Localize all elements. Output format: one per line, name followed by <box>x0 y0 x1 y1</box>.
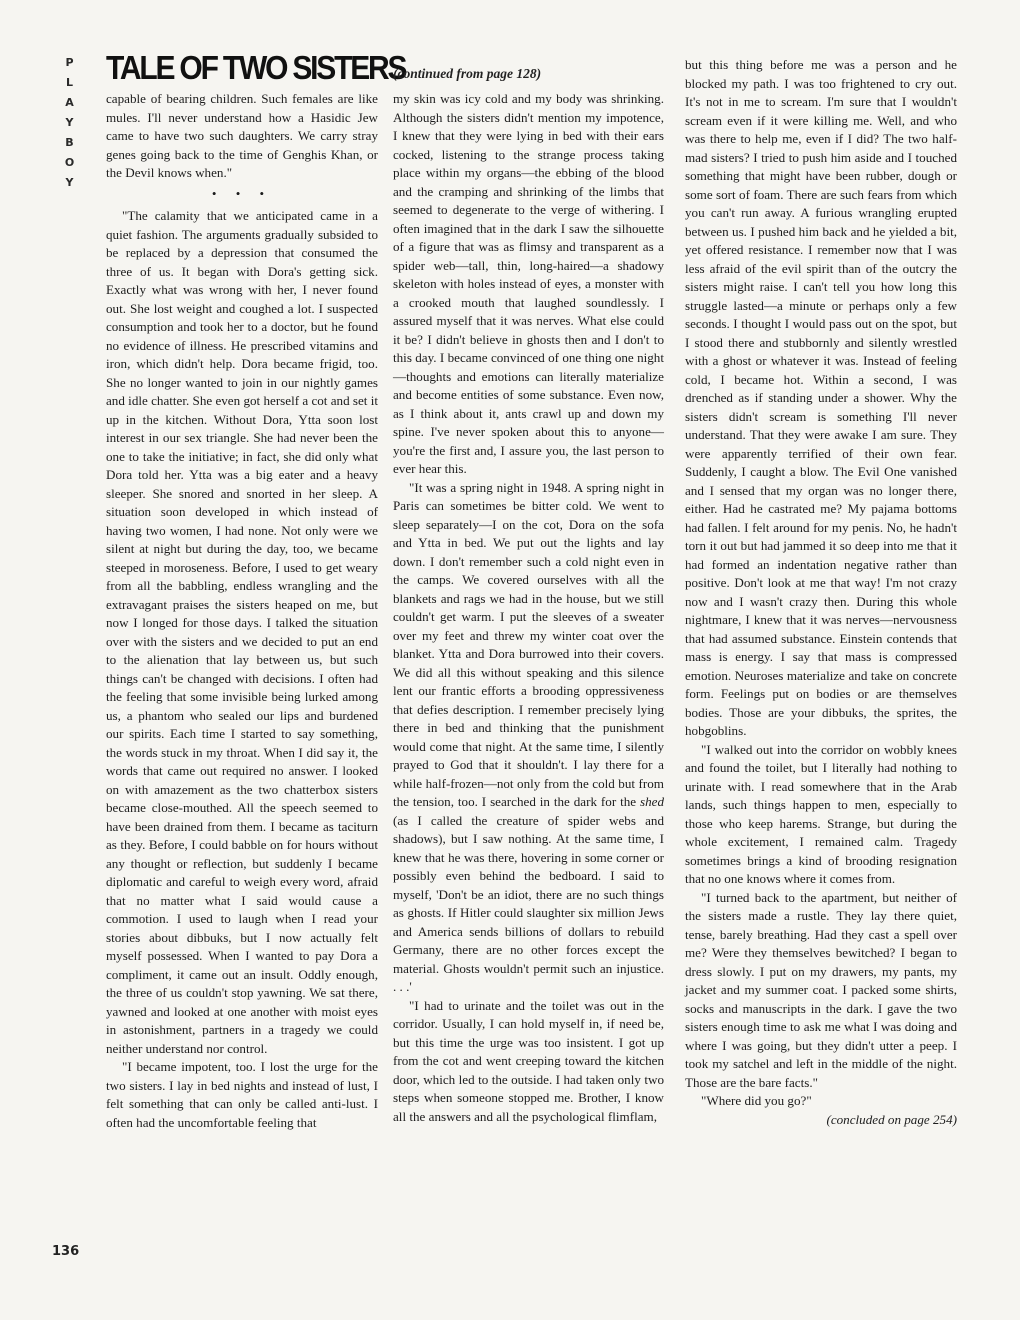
emphasized-word: shed <box>639 794 664 809</box>
paragraph: "I became impotent, too. I lost the urge for the two sisters. I lay in bed nights and instead of lust, I felt something that can only be called anti-lust. I often had the uncomfortable feeling that <box>106 1059 378 1130</box>
paragraph: "Where did you go?" <box>701 1093 812 1108</box>
paragraph: "I had to urinate and the toilet was out in the corridor. Usually, I can hold myself in, if need be, but this time the urge was too insistent. I got up from the cot and went creeping toward the kitchen door, which led to the outside. I had taken only two steps when someone stopped me. Brother, I know all the answers and all the psychological flimflam, <box>393 997 664 1124</box>
paragraph <box>393 479 664 997</box>
paragraph-text: "It was a spring night in 1948. A spring night in Paris can sometimes be bitter cold. We went to sleep separately—I on the cot, Dora on the sofa and Ytta in bed. We put out the lights and lay down. I don't remember such a cold night even in the camps. We covered ourselves with all the blankets and rags we had in the house, but we still couldn't get warm. I put the sleeves of a sweater over my feet and threw my winter coat over the blanket. Ytta and Dora burrowed into their covers. We did all this without speaking and this silence lent our frantic efforts a brooding oppressiveness that defies description. I remember precisely lying there in bed and thinking that the punishment would come that night. At the same time, I silently prayed to God that it shouldn't. I lay there for a while half-frozen—not only from the cold but from the tension, too. I searched in the dark for the <box>393 479 664 809</box>
paragraph: but this thing before me was a person and he blocked my path. I was too frightened to cry out. It's not in me to scream. I'm sure that I wouldn't scream even if it were killing me. Well, and who was there to help me, even if I did? The two half-mad sisters? I tried to push him aside and I touched something that might have been rubber, dough or some sort of foam. There are such fears from which you can't run away. A furious wrangling erupted between us. I pushed him back and he yielded a bit, yet offered resistance. I remember now that I was less afraid of the evil spirit than of the outcry the sisters might raise. I can't tell you how long this struggle lasted—a minute or perhaps only a few seconds. I thought I would pass out on the spot, but I stood there and stubbornly and silently wrestled with a ghost or whatever it was. Instead of feeling cold, I became hot. Within a second, I was drenched as if standing under a shower. Why the sisters didn't scream is something I'll never understand. That they were awake I am sure. They were apparently terrified of their own fear. Suddenly, I caught a blow. The Evil One vanished and I sensed that my organ was no longer there, either. Had he castrated me? My pajama bottoms had fallen. I felt around for my penis. No, he hadn't torn it out but had jammed it so deep into me that it had formed an indentation negative rather than positive. Don't look at me that way! I'm not crazy now and I wasn't crazy then. During this whole nightmare, I knew that it was nerves—nervousness that had assumed substance. Einstein contends that mass is energy. I say that mass is compressed emotion. Neuroses materialize and take on concrete form. Feelings put on bodies or are themselves bodies. Those are your dibbuks, the sprites, the hobgoblins. <box>685 57 957 738</box>
paragraph: my skin was icy cold and my body was shrinking. Although the sisters didn't mention my impotence, I knew that they were lying in bed with their ears cocked, listening to the strange process taking place within my organs—the ebbing of the blood and the cramping and shrinking of the limbs that seemed to degenerate to the verge of withering. I often imagined that in the dark I saw the silhouette of a figure that was as flimsy and transparent as a spider web—tall, thin, long-haired—a shadowy skeleton with holes instead of eyes, a monster with a crooked mouth that laughed soundlessly. I assured myself that it was nerves. What else could it be? I didn't believe in ghosts then and I don't to this day. I became convinced of one thing one night—thoughts and emotions can literally materialize and become entities of some substance. Even now, as I think about it, ants crawl up and down my spine. I've never spoken about this to anyone—you're the first and, I assure you, the last person to ever hear this. <box>393 91 664 476</box>
continued-from-note: (continued from page 128) <box>393 66 542 81</box>
continued-on-note: (concluded on page 254) <box>826 1111 957 1127</box>
magazine-name: PLAYBOY <box>63 56 76 196</box>
paragraph: "I walked out into the corridor on wobbly knees and found the toilet, but I literally had nothing to urinate with. I read somewhere that in the Arab lands, such things happen to men, especially to those who keep harems. Strange, but during the whole excitement, I remained calm. Tragedy sometimes brings a kind of brooding resignation that no one knows where it comes from. <box>685 741 957 886</box>
text-column-1 <box>106 90 378 1132</box>
text-column-2 <box>393 90 664 1126</box>
page-number: 136 <box>52 1244 80 1259</box>
paragraph: "The calamity that we anticipated came in a quiet fashion. The arguments gradually subsided to be replaced by a depression that consumed the three of us. It began with Dora's getting sick. Exactly what was wrong with her, I never found out. She lost weight and coughed a lot. I suspected consumption and took her to a doctor, but he found no evidence of illness. He prescribed vitamins and iron, which didn't help. Dora became frigid, too. She no longer wanted to join in our nightly games and idle chatter. She even got herself a cot and set it up in the kitchen. Without Dora, Ytta soon lost interest in our sex triangle. She had never been the one to take the initiative; in fact, she did only what Dora told her. Ytta was a big eater and a heavy sleeper. She snored and snorted in her sleep. A situation soon developed in which instead of having two women, I had none. Not only were we silent at night but during the day, too, we became steeped in moroseness. Before, I used to get weary from all the babbling, endless wrangling and the extravagant praises the sisters heaped on me, but now I longed for those days. I talked the situation over with the sisters and we decided to put an end to the alienation that lay between us, but such things can't be changed with decisions. I often had the feeling that some invisible being lurked among us, a phantom who sealed our lips and burdened our spirits. Each time I started to say something, the words stuck in my throat. When I did say it, the words that came out required no answer. I looked on with amazement as the two chatterbox sisters became close-mouthed. All the speech seemed to have been drained from them. I became as taciturn as they. Before, I could babble on for hours without any thought or reflection, but suddenly I became diplomatic and careful to weigh every word, afraid that no matter what I said would cause a commotion. I used to laugh when I read your stories about dibbuks, but I now actually felt myself possessed. When I wanted to pay Dora a compliment, it came out an insult. Oddly enough, the three of us couldn't stop yawning. We sat there, yawned and looked at one another with moist eyes in astonishment, partners in a tragedy we could neither understand nor control. <box>106 208 378 1056</box>
section-separator: • • • <box>211 185 273 201</box>
paragraph-text: (as I called the creature of spider webs and shadows), but I saw nothing. At the same time, I knew that he was there, hovering in some corner or possibly even behind the bedboard. I said to myself, 'Don't be an idiot, there are no such things as ghosts. If Hitler could slaughter six million Jews and America sends billions of dollars to rebuild Germany, there are no other forces except the material. Ghosts wouldn't permit such an injustice. . . .' <box>393 812 664 994</box>
paragraph: capable of bearing children. Such females are like mules. I'll never understand how a Hasidic Jew came to have two such daughters. We carry stray genes going back to the time of Genghis Khan, or the Devil knows when." <box>106 91 378 180</box>
text-column-3 <box>685 56 957 1129</box>
article-title: TALE OF TWO SISTERS <box>106 50 406 87</box>
paragraph: "I turned back to the apartment, but neither of the sisters made a rustle. They lay there quiet, tense, barely breathing. Had they cast a spell over me? Were they themselves bewitched? I began to dress slowly. I put on my drawers, my pants, my jacket and my summer coat. I packed some shirts, socks and manuscripts in the dark. I gave the two sisters enough time to ask me what I was doing and where I was going, but they didn't utter a peep. I took my satchel and left in the middle of the night. Those are the bare facts." <box>685 889 957 1090</box>
